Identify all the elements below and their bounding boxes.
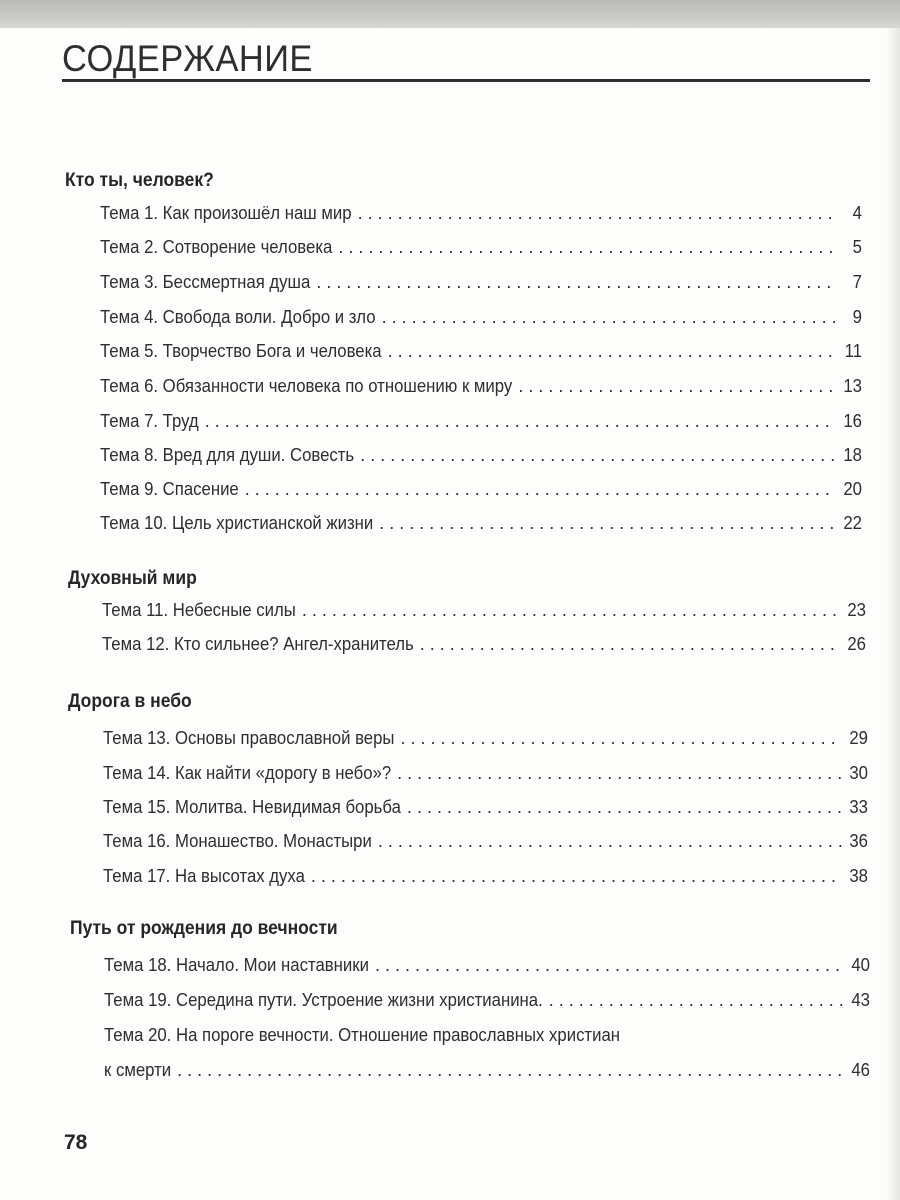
toc-entry-page: 13 xyxy=(843,376,862,396)
dot-leader xyxy=(311,866,842,887)
toc-entry-page: 26 xyxy=(847,634,866,654)
toc-entry-page: 9 xyxy=(852,307,862,327)
dot-leader xyxy=(375,955,844,976)
dot-leader xyxy=(177,1060,844,1081)
dot-leader xyxy=(360,445,836,466)
toc-entry[interactable] xyxy=(102,600,866,624)
scan-right-edge xyxy=(886,28,900,1200)
dot-leader xyxy=(316,272,836,293)
toc-entry-label: Тема 18. Начало. Мои наставники xyxy=(104,955,369,975)
section-heading: Путь от рождения до вечности xyxy=(70,918,338,939)
toc-entry-label: Тема 10. Цель христианской жизни xyxy=(100,513,374,533)
toc-entry[interactable] xyxy=(102,634,866,658)
toc-entry-page: 5 xyxy=(852,237,862,257)
toc-entry[interactable] xyxy=(104,990,870,1014)
dot-leader xyxy=(397,763,842,784)
toc-entry-page: 38 xyxy=(849,866,868,886)
toc-entry[interactable] xyxy=(104,1060,870,1084)
toc-entry-label: Тема 1. Как произошёл наш мир xyxy=(100,203,352,223)
toc-entry[interactable] xyxy=(103,763,868,787)
toc-entry-page: 23 xyxy=(847,600,866,620)
dot-leader xyxy=(338,237,836,258)
dot-leader xyxy=(358,203,836,224)
section-heading: Дорога в небо xyxy=(68,691,192,712)
toc-entry[interactable] xyxy=(103,866,868,890)
toc-entry-label: Тема 19. Середина пути. Устроение жизни христианина. xyxy=(104,990,543,1010)
toc-entry-label: Тема 9. Спасение xyxy=(100,479,239,499)
toc-entry-page: 36 xyxy=(849,831,868,851)
section-heading: Духовный мир xyxy=(68,568,197,589)
toc-entry-label: к смерти xyxy=(104,1060,172,1080)
dot-leader xyxy=(205,411,836,432)
toc-entry-page: 16 xyxy=(843,411,862,431)
toc-entry[interactable] xyxy=(100,307,862,331)
toc-entry-page: 22 xyxy=(843,513,862,533)
toc-entry-page: 33 xyxy=(849,797,868,817)
toc-entry[interactable] xyxy=(100,237,862,261)
toc-entry[interactable] xyxy=(100,411,862,435)
toc-entry[interactable] xyxy=(100,479,862,503)
toc-entry[interactable] xyxy=(100,513,862,537)
toc-entry[interactable] xyxy=(103,728,868,752)
dot-leader xyxy=(420,634,840,655)
toc-entry-label: Тема 16. Монашество. Монастыри xyxy=(103,831,372,851)
dot-leader xyxy=(388,341,836,362)
scan-top-shadow xyxy=(0,0,900,28)
page-title: СОДЕРЖАНИЕ xyxy=(62,38,313,79)
toc-entry-label: Тема 5. Творчество Бога и человека xyxy=(100,341,382,361)
section-heading: Кто ты, человек? xyxy=(65,170,214,191)
toc-entry-page: 4 xyxy=(852,203,862,223)
toc-entry-label: Тема 3. Бессмертная душа xyxy=(100,272,311,292)
toc-entry-page: 29 xyxy=(849,728,868,748)
toc-entry[interactable] xyxy=(100,341,862,365)
toc-entry-label: Тема 6. Обязанности человека по отношению к миру xyxy=(100,376,513,396)
dot-leader xyxy=(245,479,836,500)
toc-entry[interactable] xyxy=(100,272,862,296)
toc-entry[interactable] xyxy=(100,203,862,227)
toc-entry-label: Тема 4. Свобода воли. Добро и зло xyxy=(100,307,376,327)
toc-entry-label: Тема 15. Молитва. Невидимая борьба xyxy=(103,797,401,817)
toc-entry-page: 46 xyxy=(851,1060,870,1080)
toc-entry-label: Тема 2. Сотворение человека xyxy=(100,237,333,257)
title-underline xyxy=(62,79,870,82)
toc-entry-label: Тема 13. Основы православной веры xyxy=(103,728,395,748)
toc-entry-label: Тема 20. На пороге вечности. Отношение православных христиан xyxy=(104,1025,621,1045)
toc-entry-label: Тема 12. Кто сильнее? Ангел-хранитель xyxy=(102,634,414,654)
toc-entry-page: 43 xyxy=(851,990,870,1010)
dot-leader xyxy=(379,513,836,534)
toc-entry-label: Тема 7. Труд xyxy=(100,411,199,431)
dot-leader xyxy=(401,728,843,749)
dot-leader xyxy=(378,831,842,852)
toc-entry-label: Тема 17. На высотах духа xyxy=(103,866,305,886)
toc-entry[interactable] xyxy=(103,797,868,821)
toc-entry-label: Тема 11. Небесные силы xyxy=(102,600,296,620)
dot-leader xyxy=(382,307,836,328)
toc-entry-page: 7 xyxy=(852,272,862,292)
toc-entry-page: 11 xyxy=(844,341,862,361)
dot-leader xyxy=(549,990,844,1011)
toc-entry-page: 18 xyxy=(843,445,862,465)
toc-entry-page: 20 xyxy=(843,479,862,499)
page-number: 78 xyxy=(64,1131,88,1154)
dot-leader xyxy=(302,600,840,621)
dot-leader xyxy=(407,797,842,818)
toc-entry[interactable] xyxy=(103,831,868,855)
toc-entry[interactable] xyxy=(100,376,862,400)
toc-entry-page: 30 xyxy=(849,763,868,783)
toc-entry-label: Тема 8. Вред для души. Совесть xyxy=(100,445,355,465)
toc-entry-page: 40 xyxy=(851,955,870,975)
dot-leader xyxy=(518,376,836,397)
toc-entry-label: Тема 14. Как найти «дорогу в небо»? xyxy=(103,763,392,783)
toc-entry[interactable] xyxy=(104,955,870,979)
toc-entry[interactable] xyxy=(100,445,862,469)
